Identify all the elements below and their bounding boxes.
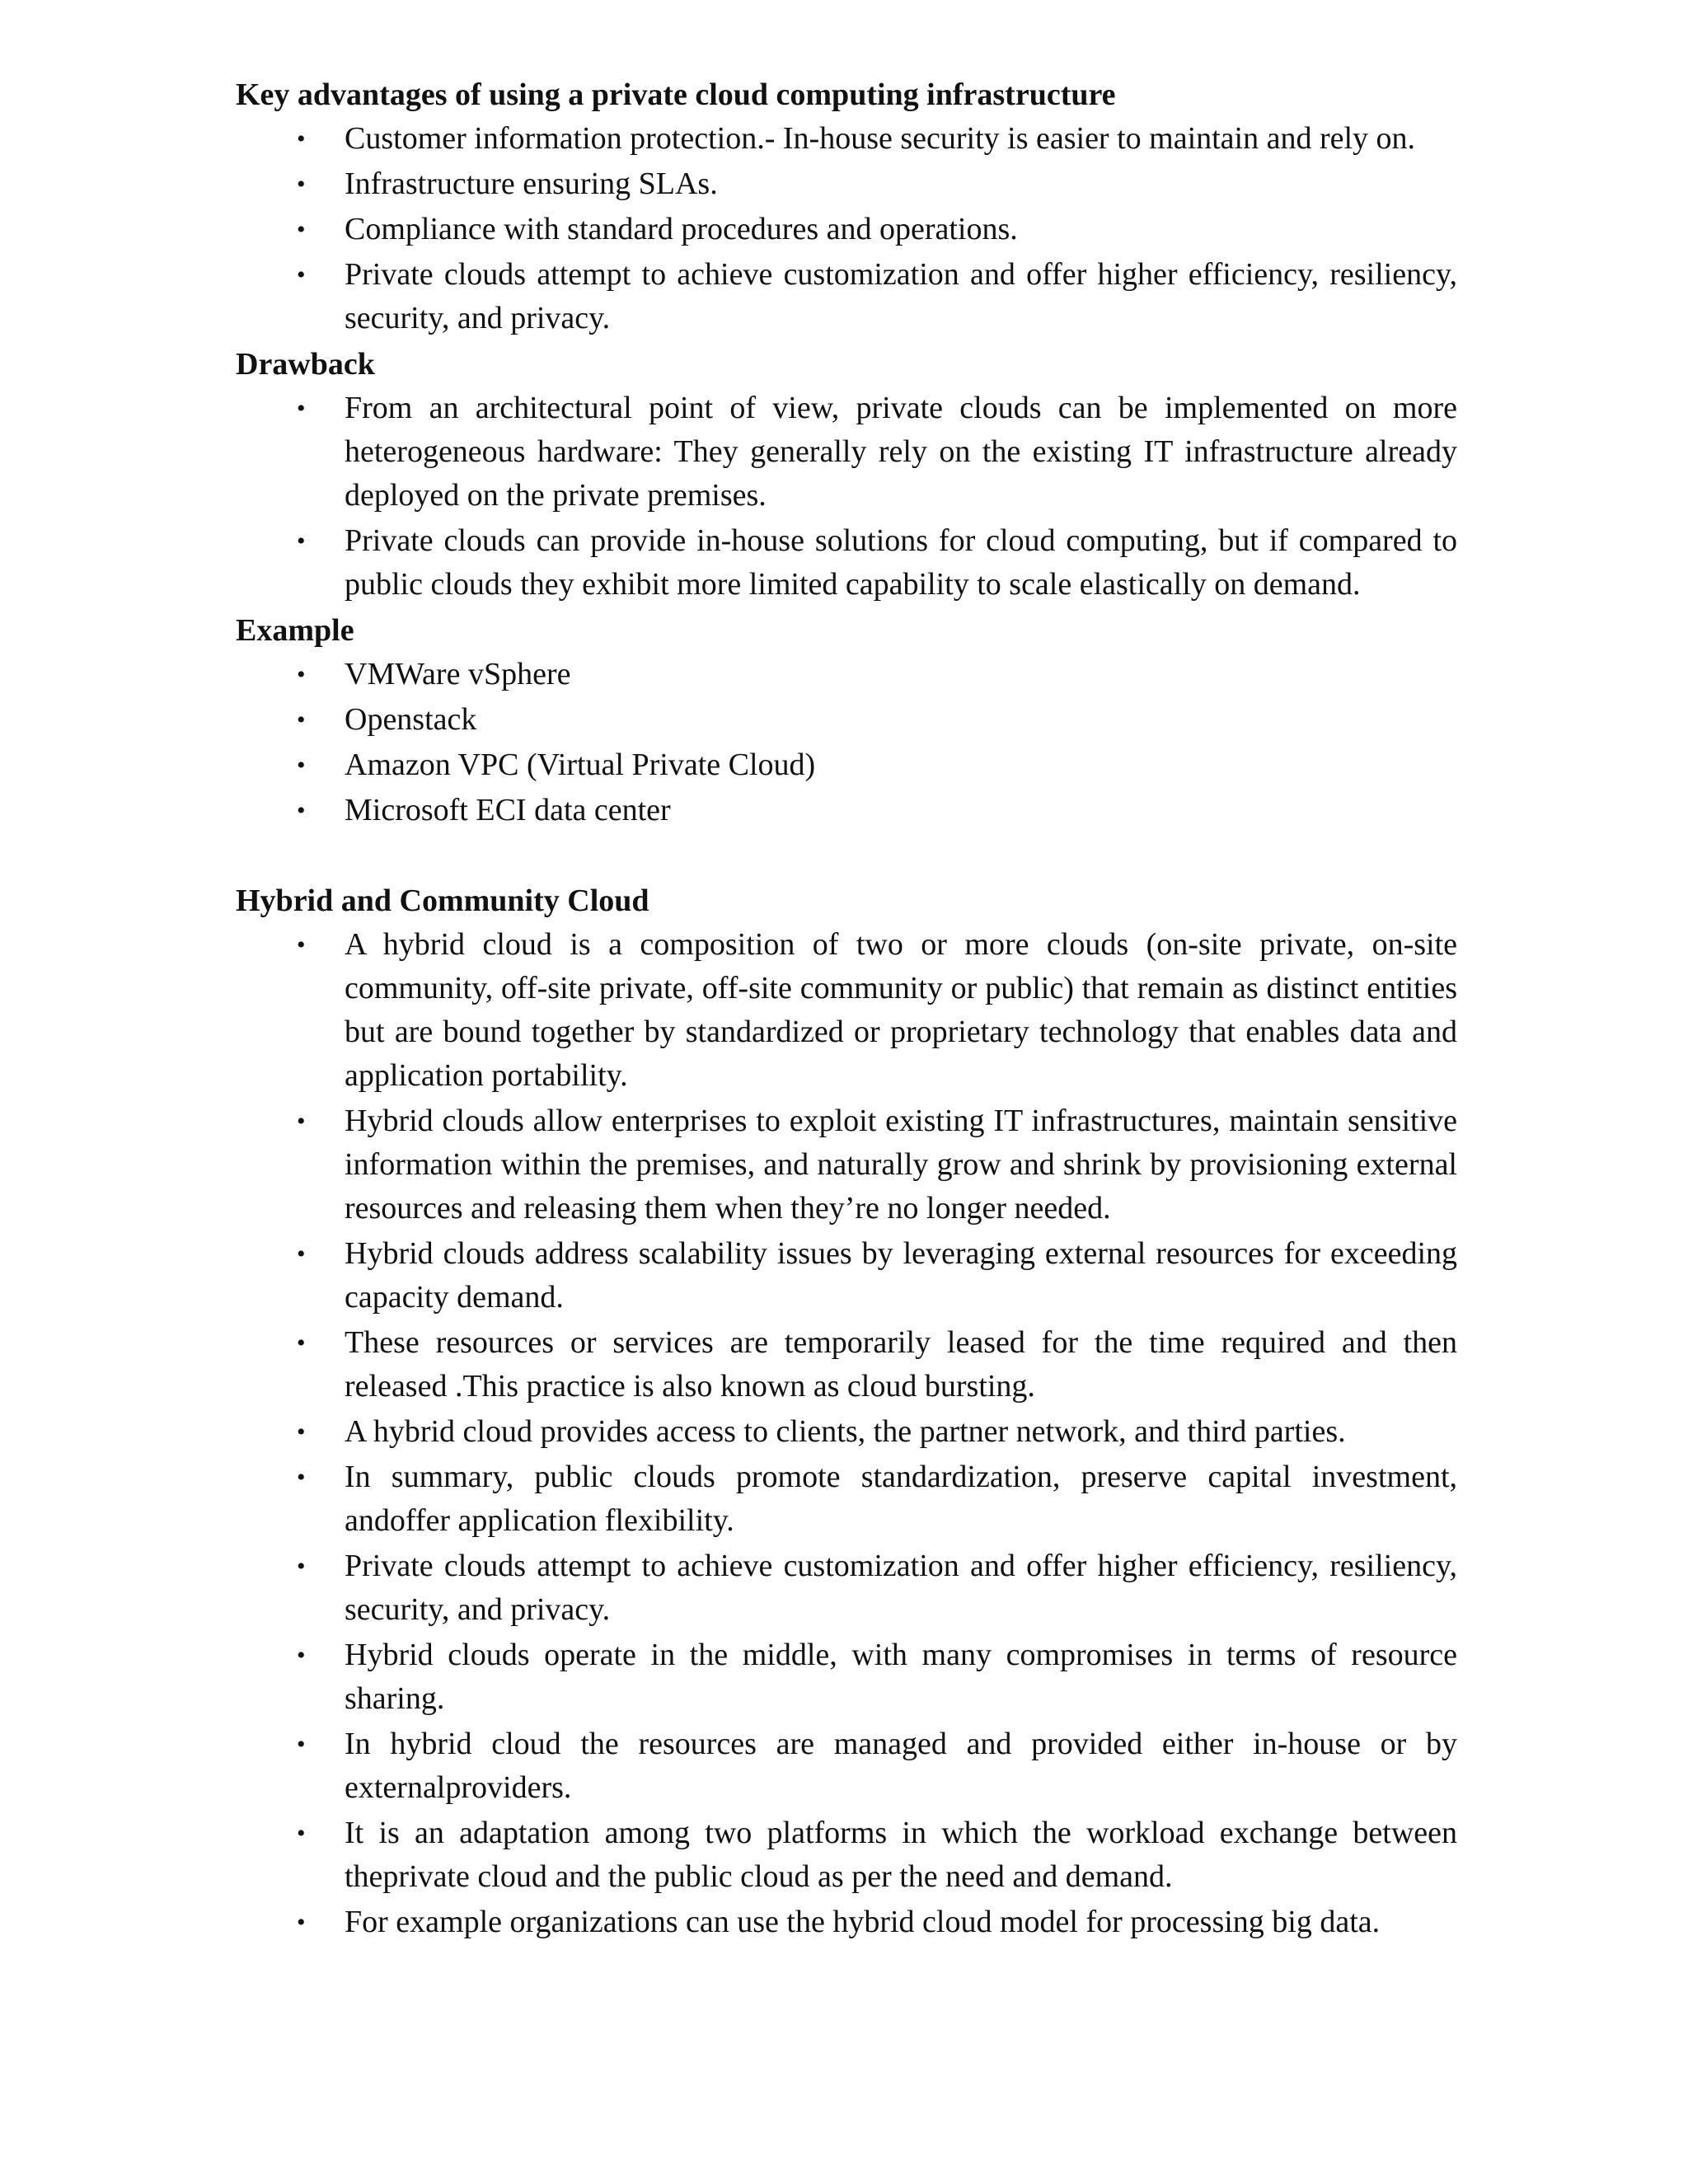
list-item-text: Infrastructure ensuring SLAs. [345,166,718,201]
list-item [236,923,1457,1098]
list-item [236,1099,1457,1230]
list-item-text: Private clouds attempt to achieve customization and offer higher efficiency, resiliency, security, and privacy. [345,257,1457,335]
bullet-icon: • [297,216,306,243]
list-item-text: Customer information protection.- In-house security is easier to maintain and rely on. [345,121,1416,156]
list-item-text: For example organizations can use the hybrid cloud model for processing big data. [345,1905,1381,1939]
list-item [236,698,1457,742]
example-list [236,653,1457,832]
section-heading-example: Example [236,613,354,648]
list-item [236,1455,1457,1543]
bullet-icon: • [297,1240,306,1268]
list-item [236,1633,1457,1721]
advantages-list [236,117,1457,340]
list-item [236,653,1457,696]
list-item [236,1544,1457,1632]
list-item-text: Compliance with standard procedures and operations. [345,212,1018,246]
bullet-icon: • [297,1642,306,1669]
list-item-text: From an architectural point of view, private clouds can be implemented on more heterogeneous hardware: They generally rely on the existing IT infrastructure already deployed on the private premises. [345,391,1457,513]
bullet-icon: • [297,1731,306,1758]
list-item-text: Hybrid clouds operate in the middle, with many compromises in terms of resource sharing. [345,1638,1457,1716]
list-item [236,1811,1457,1899]
list-item-text: Hybrid clouds allow enterprises to exploit existing IT infrastructures, maintain sensitive information within the premises, and naturally grow and shrink by provisioning external resources and releasing them when they’re no longer needed. [345,1104,1457,1226]
list-item-text: Hybrid clouds address scalability issues by leveraging external resources for exceeding capacity demand. [345,1236,1457,1315]
bullet-icon: • [297,125,306,152]
bullet-icon: • [297,1464,306,1491]
drawback-list [236,387,1457,607]
list-item [236,253,1457,340]
bullet-icon: • [297,661,306,688]
section-heading-advantages: Key advantages of using a private cloud computing infrastructure [236,77,1116,112]
list-item [236,117,1457,161]
document-page [236,73,1457,1946]
list-item [236,1232,1457,1319]
bullet-icon: • [297,1553,306,1580]
list-item [236,1722,1457,1810]
section-spacer [236,834,1457,879]
bullet-icon: • [297,931,306,958]
bullet-icon: • [297,395,306,422]
list-item-text: Private clouds can provide in-house solutions for cloud computing, but if compared to public clouds they exhibit more limited capability to scale elastically on demand. [345,523,1457,602]
bullet-icon: • [297,752,306,779]
bullet-icon: • [297,1329,306,1357]
list-item-text: Amazon VPC (Virtual Private Cloud) [345,748,816,782]
list-item-text: Private clouds attempt to achieve customization and offer higher efficiency, resiliency, security, and privacy. [345,1549,1457,1627]
list-item-text: It is an adaptation among two platforms in which the workload exchange between theprivate cloud and the public cloud as per the need and demand. [345,1816,1457,1894]
bullet-icon: • [297,1909,306,1936]
bullet-icon: • [297,1418,306,1446]
list-item [236,519,1457,607]
list-item-text: In hybrid cloud the resources are managed and provided either in-house or by externalproviders. [345,1727,1457,1805]
bullet-icon: • [297,171,306,198]
bullet-icon: • [297,797,306,824]
list-item-text: These resources or services are temporarily leased for the time required and then released .This practice is also known as cloud bursting. [345,1325,1457,1404]
bullet-icon: • [297,261,306,288]
bullet-icon: • [297,706,306,733]
list-item-text: A hybrid cloud provides access to clients, the partner network, and third parties. [345,1414,1346,1449]
list-item [236,743,1457,787]
section-heading-drawback: Drawback [236,347,375,382]
list-item-text: Microsoft ECI data center [345,793,671,827]
hybrid-list [236,923,1457,1944]
list-item-text: In summary, public clouds promote standardization, preserve capital investment, andoffer application flexibility. [345,1460,1457,1538]
list-item [236,208,1457,251]
list-item-text: VMWare vSphere [345,657,571,691]
bullet-icon: • [297,527,306,555]
list-item-text: A hybrid cloud is a composition of two or more clouds (on-site private, on-site community, off-site private, off-site community or public) that remain as distinct entities but are bound together by standardized or proprietary technology that enables data and application portability. [345,927,1457,1093]
list-item-text: Openstack [345,702,477,737]
section-heading-hybrid-community: Hybrid and Community Cloud [236,883,649,918]
list-item [236,1900,1457,1944]
list-item [236,1410,1457,1454]
list-item [236,789,1457,832]
list-item [236,1321,1457,1408]
bullet-icon: • [297,1108,306,1135]
bullet-icon: • [297,1820,306,1847]
list-item [236,387,1457,518]
list-item [236,162,1457,206]
